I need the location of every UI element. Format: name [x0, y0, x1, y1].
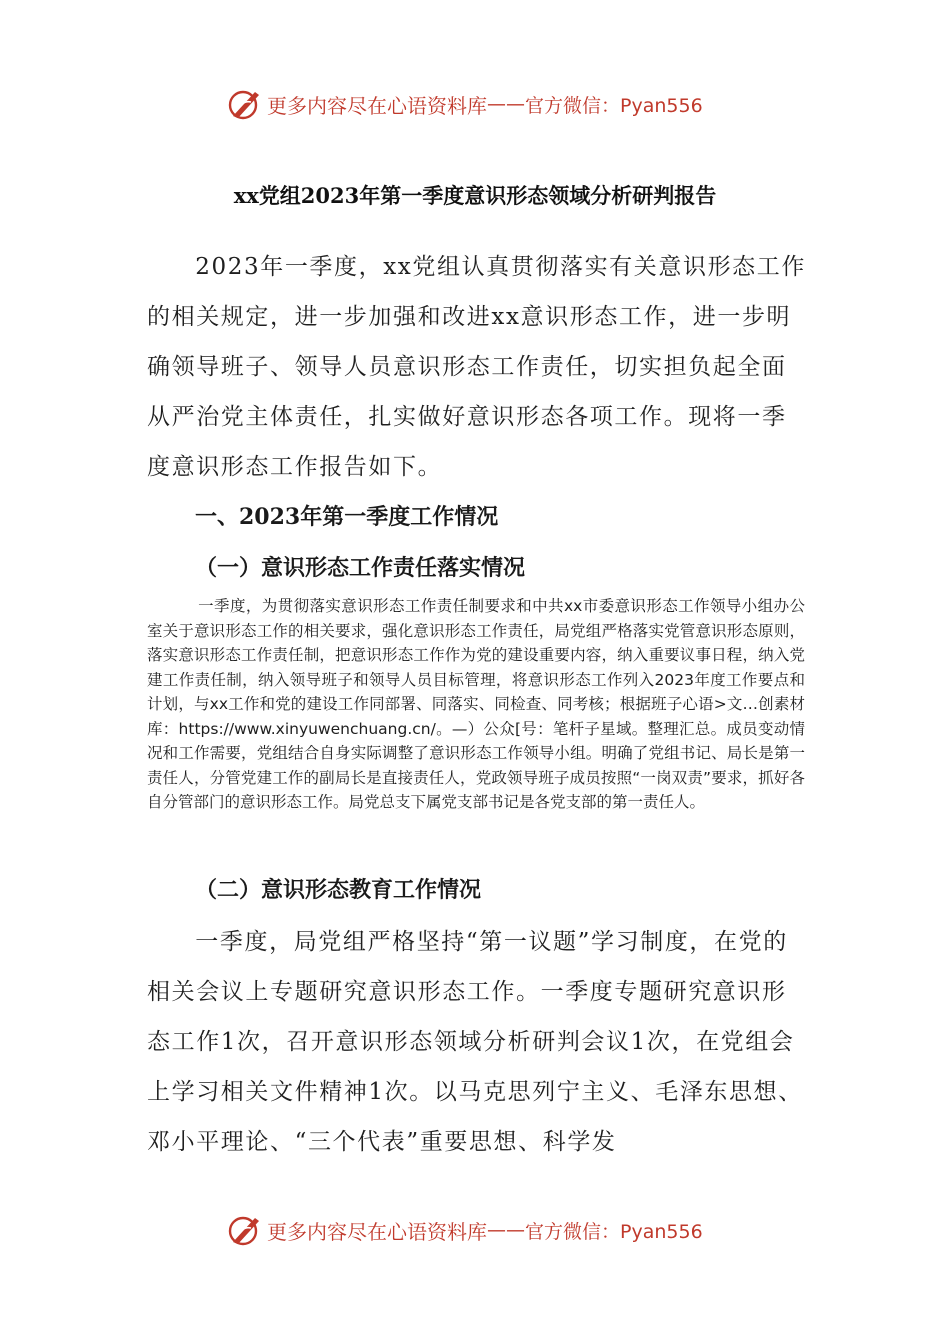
pen-logo-icon	[227, 86, 263, 122]
page-title: xx党组2023年第一季度意识形态领域分析研判报告	[233, 183, 717, 208]
watermark-banner-top	[227, 84, 703, 124]
intro-paragraph: 2023年一季度，xx党组认真贯彻落实有关意识形态工作的相关规定，进一步加强和改进xx意识形态工作，进一步明确领导班子、领导人员意识形态工作责任，切实担负起全面从严治党主体责任，扎实做好意识形态各项工作。现将一季度意识形态工作报告如下。	[147, 254, 806, 480]
pen-logo-icon	[227, 1212, 263, 1248]
watermark-dash: ——	[487, 1219, 525, 1241]
subsection-heading-2: （二）意识形态教育工作情况	[195, 877, 482, 903]
subsection-1-body: 一季度，为贯彻落实意识形态工作责任制要求和中共xx市委意识形态工作领导小组办公室关于意识形态工作的相关要求，强化意识形态工作责任，局党组严格落实党管意识形态原则，落实意识形态工作责任制，把意识形态工作作为党的建设重要内容，纳入重要议事日程，纳入党建工作责任制，纳入领导班子和领导人员目标管理，将意识形态工作列入2023年度工作要点和计划，与xx工作和党的建设工作同部署、同落实、同检查、同考核；根据班子心语>文…创素材库：https://www.xinyuwenchuang.cn/。—）公众[号：笔杆子星域。整理汇总。成员变动情况和工作需要，党组结合自身实际调整了意识形态工作领导小组。明确了党组书记、局长是第一责任人，分管党建工作的副局长是直接责任人，党政领导班子成员按照“一岗双责”要求，抓好各自分管部门的意识形态工作。局党总支下属党支部书记是各党支部的第一责任人。	[147, 597, 805, 811]
watermark-main-text: 更多内容尽在心语资料库	[267, 93, 487, 118]
watermark-wechat-text: 官方微信：Pyan556	[525, 94, 703, 117]
subsection-2-body: 一季度，局党组严格坚持“第一议题”学习制度，在党的相关会议上专题研究意识形态工作。一季度专题研究意识形态工作1次，召开意识形态领域分析研判会议1次，在党组会上学习相关文件精神1次。以马克思列宁主义、毛泽东思想、邓小平理论、“三个代表”重要思想、科学发	[147, 929, 803, 1155]
section-heading-1: 一、2023年第一季度工作情况	[195, 504, 499, 530]
watermark-dash: ——	[487, 93, 525, 115]
watermark-banner-bottom	[227, 1210, 703, 1250]
subsection-heading-1: （一）意识形态工作责任落实情况	[195, 555, 526, 581]
watermark-main-text: 更多内容尽在心语资料库	[267, 1219, 487, 1244]
watermark-wechat-text: 官方微信：Pyan556	[525, 1220, 703, 1243]
